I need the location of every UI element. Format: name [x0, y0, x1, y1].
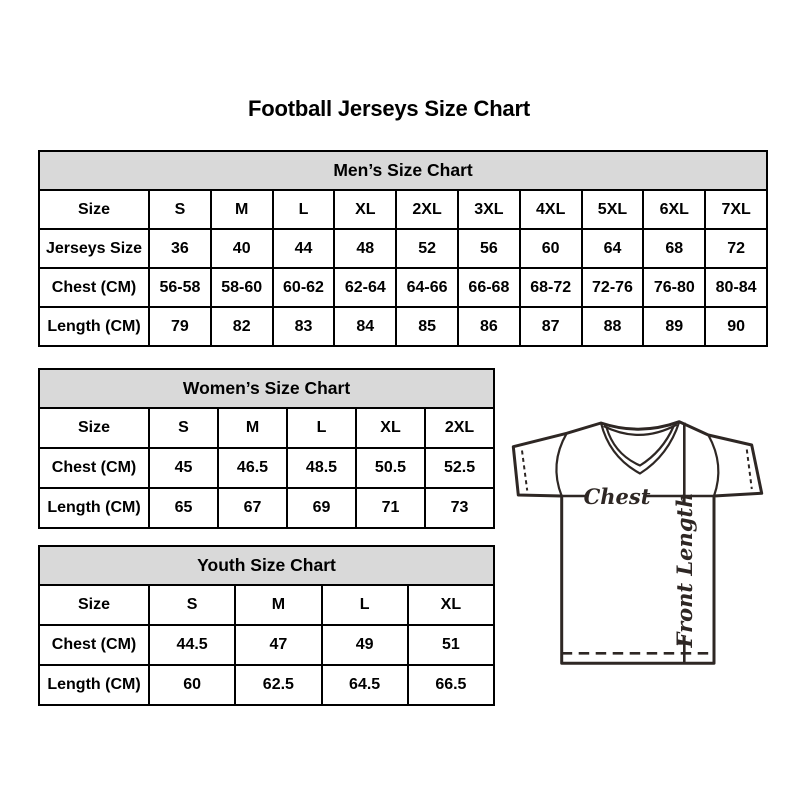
table-row	[39, 229, 767, 268]
value-cell: 44	[273, 229, 335, 268]
value-cell: 83	[273, 307, 335, 346]
value-cell: 7XL	[705, 190, 767, 229]
row-label-cell: Jerseys Size	[39, 229, 149, 268]
table-header-row	[39, 369, 494, 408]
value-cell: 60	[520, 229, 582, 268]
table-row	[39, 448, 494, 488]
value-cell: 68	[643, 229, 705, 268]
jersey-measurement-diagram	[503, 413, 771, 669]
table-body	[39, 190, 767, 346]
value-cell: 49	[322, 625, 408, 665]
table-body	[39, 585, 494, 705]
table-row	[39, 488, 494, 528]
value-cell: S	[149, 408, 218, 448]
row-label-cell: Size	[39, 408, 149, 448]
value-cell: 48.5	[287, 448, 356, 488]
table-header-row	[39, 151, 767, 190]
value-cell: S	[149, 585, 235, 625]
value-cell: 60-62	[273, 268, 335, 307]
row-label-cell: Size	[39, 190, 149, 229]
value-cell: 4XL	[520, 190, 582, 229]
value-cell: 80-84	[705, 268, 767, 307]
value-cell: 71	[356, 488, 425, 528]
value-cell: 76-80	[643, 268, 705, 307]
row-label-cell: Size	[39, 585, 149, 625]
value-cell: 52.5	[425, 448, 494, 488]
value-cell: XL	[356, 408, 425, 448]
value-cell: S	[149, 190, 211, 229]
value-cell: 58-60	[211, 268, 273, 307]
value-cell: 62.5	[235, 665, 321, 705]
value-cell: 79	[149, 307, 211, 346]
value-cell: 86	[458, 307, 520, 346]
value-cell: M	[235, 585, 321, 625]
mens-table-title: Men’s Size Chart	[39, 151, 767, 190]
mens-size-table	[38, 150, 768, 347]
row-label-cell: Length (CM)	[39, 488, 149, 528]
value-cell: 85	[396, 307, 458, 346]
value-cell: 66-68	[458, 268, 520, 307]
value-cell: 5XL	[582, 190, 644, 229]
table-row	[39, 625, 494, 665]
jersey-outline	[513, 422, 761, 664]
value-cell: 64-66	[396, 268, 458, 307]
table-row	[39, 408, 494, 448]
value-cell: 52	[396, 229, 458, 268]
value-cell: 47	[235, 625, 321, 665]
value-cell: 44.5	[149, 625, 235, 665]
value-cell: 67	[218, 488, 287, 528]
value-cell: 36	[149, 229, 211, 268]
row-label-cell: Chest (CM)	[39, 625, 149, 665]
chest-measure-label: Chest	[583, 484, 651, 509]
value-cell: 68-72	[520, 268, 582, 307]
value-cell: L	[273, 190, 335, 229]
page-title: Football Jerseys Size Chart	[248, 96, 530, 121]
value-cell: 50.5	[356, 448, 425, 488]
value-cell: 72	[705, 229, 767, 268]
value-cell: 88	[582, 307, 644, 346]
value-cell: 62-64	[334, 268, 396, 307]
value-cell: 64.5	[322, 665, 408, 705]
value-cell: 48	[334, 229, 396, 268]
value-cell: 64	[582, 229, 644, 268]
table-row	[39, 268, 767, 307]
value-cell: 3XL	[458, 190, 520, 229]
youth-size-table	[38, 545, 495, 706]
value-cell: 82	[211, 307, 273, 346]
value-cell: 69	[287, 488, 356, 528]
row-label-cell: Chest (CM)	[39, 268, 149, 307]
table-header-row	[39, 546, 494, 585]
value-cell: 90	[705, 307, 767, 346]
value-cell: 60	[149, 665, 235, 705]
value-cell: 73	[425, 488, 494, 528]
value-cell: L	[287, 408, 356, 448]
value-cell: 56-58	[149, 268, 211, 307]
value-cell: 66.5	[408, 665, 494, 705]
table-row	[39, 307, 767, 346]
value-cell: 51	[408, 625, 494, 665]
row-label-cell: Length (CM)	[39, 307, 149, 346]
value-cell: 45	[149, 448, 218, 488]
value-cell: 87	[520, 307, 582, 346]
table-row	[39, 665, 494, 705]
value-cell: 72-76	[582, 268, 644, 307]
value-cell: 6XL	[643, 190, 705, 229]
front-length-measure-label: Front Length	[671, 492, 697, 648]
value-cell: 65	[149, 488, 218, 528]
value-cell: 2XL	[425, 408, 494, 448]
value-cell: 46.5	[218, 448, 287, 488]
womens-table-title: Women’s Size Chart	[39, 369, 494, 408]
value-cell: 84	[334, 307, 396, 346]
value-cell: M	[211, 190, 273, 229]
value-cell: M	[218, 408, 287, 448]
value-cell: 89	[643, 307, 705, 346]
womens-size-table	[38, 368, 495, 529]
table-row	[39, 585, 494, 625]
row-label-cell: Length (CM)	[39, 665, 149, 705]
value-cell: XL	[334, 190, 396, 229]
value-cell: L	[322, 585, 408, 625]
row-label-cell: Chest (CM)	[39, 448, 149, 488]
value-cell: XL	[408, 585, 494, 625]
table-body	[39, 408, 494, 528]
value-cell: 56	[458, 229, 520, 268]
value-cell: 40	[211, 229, 273, 268]
table-row	[39, 190, 767, 229]
value-cell: 2XL	[396, 190, 458, 229]
youth-table-title: Youth Size Chart	[39, 546, 494, 585]
